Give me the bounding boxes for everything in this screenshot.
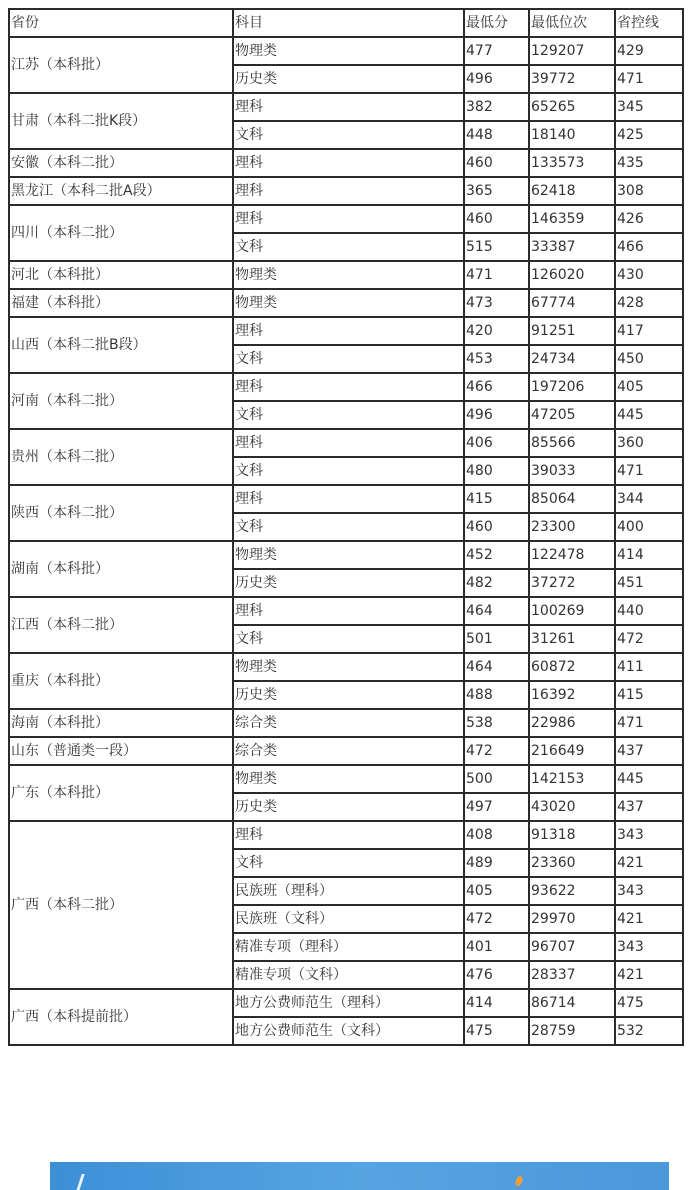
min-score-cell: 405 bbox=[464, 877, 529, 905]
table-row bbox=[9, 737, 683, 765]
subject-cell: 文科 bbox=[233, 401, 464, 429]
min-score-cell: 515 bbox=[464, 233, 529, 261]
header-min-rank: 最低位次 bbox=[529, 9, 615, 37]
subject-cell: 民族班（文科） bbox=[233, 905, 464, 933]
province-cell: 山东（普通类一段） bbox=[9, 737, 233, 765]
min-rank-cell: 60872 bbox=[529, 653, 615, 681]
min-score-cell: 480 bbox=[464, 457, 529, 485]
subject-cell: 物理类 bbox=[233, 261, 464, 289]
min-score-cell: 420 bbox=[464, 317, 529, 345]
min-score-cell: 471 bbox=[464, 261, 529, 289]
subject-cell: 物理类 bbox=[233, 765, 464, 793]
subject-cell: 物理类 bbox=[233, 653, 464, 681]
subject-cell: 文科 bbox=[233, 513, 464, 541]
subject-cell: 理科 bbox=[233, 429, 464, 457]
min-score-cell: 464 bbox=[464, 597, 529, 625]
min-score-cell: 453 bbox=[464, 345, 529, 373]
province-cell: 广东（本科批） bbox=[9, 765, 233, 821]
table-row bbox=[9, 93, 683, 121]
min-score-cell: 466 bbox=[464, 373, 529, 401]
header-province: 省份 bbox=[9, 9, 233, 37]
control-line-cell: 437 bbox=[615, 793, 683, 821]
province-cell: 甘肃（本科二批K段） bbox=[9, 93, 233, 149]
min-rank-cell: 91251 bbox=[529, 317, 615, 345]
control-line-cell: 532 bbox=[615, 1017, 683, 1045]
min-score-cell: 401 bbox=[464, 933, 529, 961]
subject-cell: 物理类 bbox=[233, 541, 464, 569]
min-rank-cell: 23360 bbox=[529, 849, 615, 877]
subject-cell: 物理类 bbox=[233, 289, 464, 317]
min-rank-cell: 18140 bbox=[529, 121, 615, 149]
subject-cell: 理科 bbox=[233, 485, 464, 513]
table-row bbox=[9, 541, 683, 569]
subject-cell: 文科 bbox=[233, 849, 464, 877]
control-line-cell: 430 bbox=[615, 261, 683, 289]
table-row bbox=[9, 597, 683, 625]
min-rank-cell: 29970 bbox=[529, 905, 615, 933]
subject-cell: 理科 bbox=[233, 205, 464, 233]
subject-cell: 物理类 bbox=[233, 37, 464, 65]
control-line-cell: 421 bbox=[615, 849, 683, 877]
control-line-cell: 343 bbox=[615, 821, 683, 849]
control-line-cell: 425 bbox=[615, 121, 683, 149]
subject-cell: 历史类 bbox=[233, 681, 464, 709]
min-rank-cell: 28759 bbox=[529, 1017, 615, 1045]
min-rank-cell: 216649 bbox=[529, 737, 615, 765]
min-rank-cell: 100269 bbox=[529, 597, 615, 625]
table-row bbox=[9, 37, 683, 65]
min-rank-cell: 91318 bbox=[529, 821, 615, 849]
table-row bbox=[9, 149, 683, 177]
min-score-cell: 476 bbox=[464, 961, 529, 989]
table-row bbox=[9, 709, 683, 737]
min-score-cell: 464 bbox=[464, 653, 529, 681]
min-score-cell: 415 bbox=[464, 485, 529, 513]
min-score-cell: 473 bbox=[464, 289, 529, 317]
province-cell: 黑龙江（本科二批A段） bbox=[9, 177, 233, 205]
logo-mark-icon bbox=[74, 1174, 108, 1190]
province-cell: 湖南（本科批） bbox=[9, 541, 233, 597]
province-cell: 山西（本科二批B段） bbox=[9, 317, 233, 373]
min-rank-cell: 31261 bbox=[529, 625, 615, 653]
min-rank-cell: 37272 bbox=[529, 569, 615, 597]
table-row bbox=[9, 765, 683, 793]
control-line-cell: 471 bbox=[615, 709, 683, 737]
min-score-cell: 489 bbox=[464, 849, 529, 877]
table-body bbox=[9, 37, 683, 1045]
header-subject: 科目 bbox=[233, 9, 464, 37]
min-score-cell: 452 bbox=[464, 541, 529, 569]
table-header-row bbox=[9, 9, 683, 37]
control-line-cell: 308 bbox=[615, 177, 683, 205]
header-min-score: 最低分 bbox=[464, 9, 529, 37]
control-line-cell: 445 bbox=[615, 401, 683, 429]
province-cell: 贵州（本科二批） bbox=[9, 429, 233, 485]
min-rank-cell: 133573 bbox=[529, 149, 615, 177]
table-row bbox=[9, 177, 683, 205]
table-row bbox=[9, 653, 683, 681]
min-rank-cell: 43020 bbox=[529, 793, 615, 821]
min-rank-cell: 22986 bbox=[529, 709, 615, 737]
min-score-cell: 408 bbox=[464, 821, 529, 849]
table-row bbox=[9, 989, 683, 1017]
subject-cell: 文科 bbox=[233, 345, 464, 373]
min-score-cell: 482 bbox=[464, 569, 529, 597]
min-rank-cell: 16392 bbox=[529, 681, 615, 709]
control-line-cell: 426 bbox=[615, 205, 683, 233]
min-score-cell: 460 bbox=[464, 149, 529, 177]
min-score-cell: 497 bbox=[464, 793, 529, 821]
control-line-cell: 421 bbox=[615, 905, 683, 933]
subject-cell: 理科 bbox=[233, 597, 464, 625]
table-row bbox=[9, 821, 683, 849]
min-rank-cell: 47205 bbox=[529, 401, 615, 429]
subject-cell: 历史类 bbox=[233, 65, 464, 93]
min-score-cell: 477 bbox=[464, 37, 529, 65]
province-cell: 江苏（本科批） bbox=[9, 37, 233, 93]
subject-cell: 地方公费师范生（理科） bbox=[233, 989, 464, 1017]
header-control-line: 省控线 bbox=[615, 9, 683, 37]
subject-cell: 文科 bbox=[233, 233, 464, 261]
table-row bbox=[9, 373, 683, 401]
control-line-cell: 472 bbox=[615, 625, 683, 653]
subject-cell: 历史类 bbox=[233, 569, 464, 597]
subject-cell: 理科 bbox=[233, 93, 464, 121]
min-rank-cell: 24734 bbox=[529, 345, 615, 373]
control-line-cell: 360 bbox=[615, 429, 683, 457]
province-cell: 江西（本科二批） bbox=[9, 597, 233, 653]
control-line-cell: 345 bbox=[615, 93, 683, 121]
control-line-cell: 466 bbox=[615, 233, 683, 261]
control-line-cell: 429 bbox=[615, 37, 683, 65]
province-cell: 广西（本科二批） bbox=[9, 821, 233, 989]
subject-cell: 理科 bbox=[233, 373, 464, 401]
min-rank-cell: 67774 bbox=[529, 289, 615, 317]
control-line-cell: 437 bbox=[615, 737, 683, 765]
control-line-cell: 415 bbox=[615, 681, 683, 709]
control-line-cell: 475 bbox=[615, 989, 683, 1017]
min-score-cell: 406 bbox=[464, 429, 529, 457]
min-score-cell: 500 bbox=[464, 765, 529, 793]
control-line-cell: 440 bbox=[615, 597, 683, 625]
min-rank-cell: 122478 bbox=[529, 541, 615, 569]
admission-scores-table bbox=[8, 8, 684, 1046]
control-line-cell: 411 bbox=[615, 653, 683, 681]
bottom-banner-image bbox=[50, 1162, 669, 1190]
orange-dot-icon bbox=[514, 1175, 524, 1187]
min-score-cell: 496 bbox=[464, 401, 529, 429]
min-rank-cell: 39772 bbox=[529, 65, 615, 93]
min-rank-cell: 28337 bbox=[529, 961, 615, 989]
province-cell: 安徽（本科二批） bbox=[9, 149, 233, 177]
min-rank-cell: 23300 bbox=[529, 513, 615, 541]
table-row bbox=[9, 429, 683, 457]
min-rank-cell: 93622 bbox=[529, 877, 615, 905]
min-rank-cell: 142153 bbox=[529, 765, 615, 793]
province-cell: 重庆（本科批） bbox=[9, 653, 233, 709]
subject-cell: 文科 bbox=[233, 457, 464, 485]
subject-cell: 综合类 bbox=[233, 737, 464, 765]
control-line-cell: 428 bbox=[615, 289, 683, 317]
min-rank-cell: 86714 bbox=[529, 989, 615, 1017]
min-score-cell: 538 bbox=[464, 709, 529, 737]
control-line-cell: 344 bbox=[615, 485, 683, 513]
min-rank-cell: 146359 bbox=[529, 205, 615, 233]
control-line-cell: 435 bbox=[615, 149, 683, 177]
min-score-cell: 488 bbox=[464, 681, 529, 709]
subject-cell: 精准专项（理科） bbox=[233, 933, 464, 961]
control-line-cell: 451 bbox=[615, 569, 683, 597]
control-line-cell: 417 bbox=[615, 317, 683, 345]
min-score-cell: 365 bbox=[464, 177, 529, 205]
min-score-cell: 475 bbox=[464, 1017, 529, 1045]
control-line-cell: 445 bbox=[615, 765, 683, 793]
table-row bbox=[9, 289, 683, 317]
subject-cell: 精准专项（文科） bbox=[233, 961, 464, 989]
min-score-cell: 382 bbox=[464, 93, 529, 121]
province-cell: 河南（本科二批） bbox=[9, 373, 233, 429]
province-cell: 四川（本科二批） bbox=[9, 205, 233, 261]
province-cell: 海南（本科批） bbox=[9, 709, 233, 737]
subject-cell: 历史类 bbox=[233, 793, 464, 821]
subject-cell: 理科 bbox=[233, 177, 464, 205]
subject-cell: 地方公费师范生（文科） bbox=[233, 1017, 464, 1045]
control-line-cell: 471 bbox=[615, 457, 683, 485]
min-rank-cell: 129207 bbox=[529, 37, 615, 65]
table-row bbox=[9, 317, 683, 345]
control-line-cell: 471 bbox=[615, 65, 683, 93]
min-rank-cell: 33387 bbox=[529, 233, 615, 261]
min-score-cell: 472 bbox=[464, 737, 529, 765]
min-score-cell: 472 bbox=[464, 905, 529, 933]
min-score-cell: 460 bbox=[464, 513, 529, 541]
table-row bbox=[9, 485, 683, 513]
min-rank-cell: 85566 bbox=[529, 429, 615, 457]
min-score-cell: 496 bbox=[464, 65, 529, 93]
province-cell: 河北（本科批） bbox=[9, 261, 233, 289]
min-rank-cell: 197206 bbox=[529, 373, 615, 401]
control-line-cell: 343 bbox=[615, 877, 683, 905]
subject-cell: 民族班（理科） bbox=[233, 877, 464, 905]
control-line-cell: 450 bbox=[615, 345, 683, 373]
subject-cell: 理科 bbox=[233, 317, 464, 345]
control-line-cell: 414 bbox=[615, 541, 683, 569]
min-score-cell: 414 bbox=[464, 989, 529, 1017]
min-rank-cell: 62418 bbox=[529, 177, 615, 205]
control-line-cell: 405 bbox=[615, 373, 683, 401]
subject-cell: 综合类 bbox=[233, 709, 464, 737]
subject-cell: 理科 bbox=[233, 149, 464, 177]
min-score-cell: 460 bbox=[464, 205, 529, 233]
min-rank-cell: 126020 bbox=[529, 261, 615, 289]
province-cell: 福建（本科批） bbox=[9, 289, 233, 317]
subject-cell: 文科 bbox=[233, 121, 464, 149]
province-cell: 陕西（本科二批） bbox=[9, 485, 233, 541]
table-row bbox=[9, 205, 683, 233]
subject-cell: 理科 bbox=[233, 821, 464, 849]
control-line-cell: 343 bbox=[615, 933, 683, 961]
min-rank-cell: 85064 bbox=[529, 485, 615, 513]
min-rank-cell: 39033 bbox=[529, 457, 615, 485]
table-row bbox=[9, 261, 683, 289]
control-line-cell: 400 bbox=[615, 513, 683, 541]
min-rank-cell: 96707 bbox=[529, 933, 615, 961]
min-score-cell: 448 bbox=[464, 121, 529, 149]
province-cell: 广西（本科提前批） bbox=[9, 989, 233, 1045]
min-score-cell: 501 bbox=[464, 625, 529, 653]
subject-cell: 文科 bbox=[233, 625, 464, 653]
control-line-cell: 421 bbox=[615, 961, 683, 989]
min-rank-cell: 65265 bbox=[529, 93, 615, 121]
